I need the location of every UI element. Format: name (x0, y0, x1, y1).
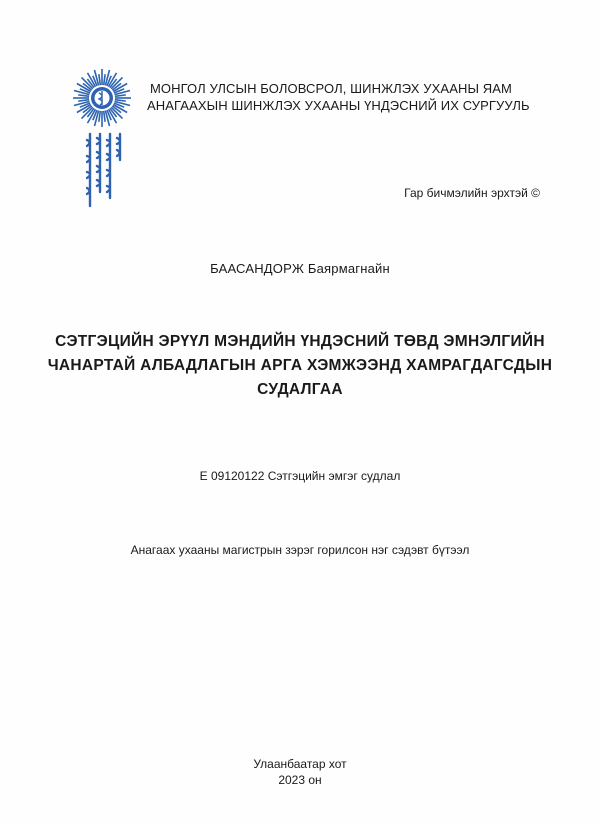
author-name: БААСАНДОРЖ Баярмагнайн (210, 261, 390, 276)
year: 2023 он (278, 773, 322, 787)
degree-statement: Анагаах ухааны магистрын зэрэг горилсон нэг сэдэвт бүтээл (130, 543, 470, 557)
place-and-year (0, 756, 600, 788)
thesis-title-line-1: СЭТГЭЦИЙН ЭРҮҮЛ МЭНДИЙН ҮНДЭСНИЙ ТӨВД ЭМНЭЛГИЙН (55, 333, 545, 350)
university-name: АНАГААХЫН ШИНЖЛЭХ УХААНЫ ҮНДЭСНИЙ ИХ СУРГУУЛЬ (147, 98, 530, 113)
thesis-title (40, 330, 560, 402)
emblem-ray (104, 111, 105, 122)
city: Улаанбаатар хот (253, 757, 347, 771)
emblem-ray (78, 100, 89, 101)
emblem-ray (99, 111, 100, 122)
specialty-code: E 09120122 Сэтгэцийн эмгэг судлал (199, 469, 401, 483)
emblem-ray (78, 95, 89, 96)
thesis-title-line-2: ЧАНАРТАЙ АЛБАДЛАГЫН АРГА ХЭМЖЭЭНД ХАМРАГДАГСДЫН (47, 357, 553, 374)
institution-header (147, 80, 567, 114)
emblem-ray (99, 74, 100, 85)
thesis-title-line-3: СУДАЛГАА (257, 381, 343, 398)
copyright-notice: Гар бичмэлийн эрхтэй © (404, 186, 540, 200)
ministry-name: МОНГОЛ УЛСЫН БОЛОВСРОЛ, ШИНЖЛЭХ УХААНЫ ЯАМ (150, 81, 512, 96)
emblem-ray (104, 74, 105, 85)
emblem-ray (115, 95, 126, 96)
university-emblem-icon (70, 68, 134, 210)
emblem-ray (115, 100, 126, 101)
